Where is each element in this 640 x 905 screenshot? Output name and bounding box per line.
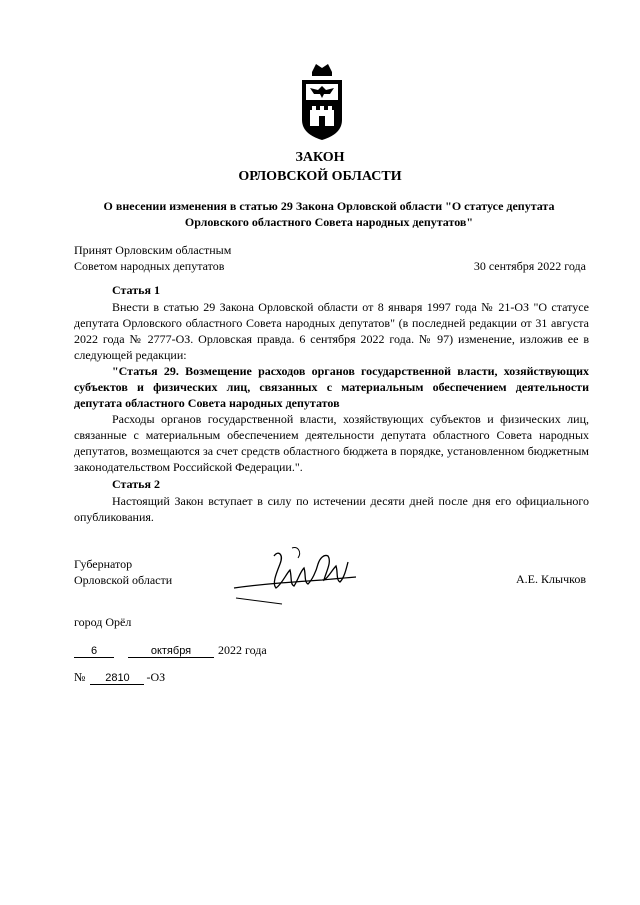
signing-date — [74, 643, 267, 658]
article1-quote-body: Расходы органов государственной власти, хозяйствующих субъектов и физических лиц, связанные с материальным обеспечением деятельности депутата областного Совета народных депутатов, возмещаются за счет средств областного бюджета в порядке, установленном бюджетным законодательством Российской Федерации.". — [74, 412, 589, 474]
article2-body — [74, 493, 589, 525]
governor-name: А.Е. Клычков — [516, 572, 586, 586]
article2-heading: Статья 2 — [112, 477, 160, 491]
number-prefix: № — [74, 670, 86, 684]
adopted-line1: Принят Орловским областным — [74, 243, 232, 257]
coat-of-arms-emblem — [298, 62, 346, 142]
governor-line1: Губернатор — [74, 557, 133, 571]
handwritten-signature — [232, 544, 360, 606]
article2-text: Настоящий Закон вступает в силу по истечении десяти дней после дня его официального опубликования. — [74, 494, 589, 524]
governor-line2: Орловской области — [74, 573, 173, 587]
article1-body — [74, 299, 589, 475]
adopted-date: 30 сентября 2022 года — [473, 259, 586, 273]
article1-heading: Статья 1 — [112, 283, 160, 297]
law-number — [74, 670, 165, 685]
number-value: 2810 — [90, 672, 144, 685]
adopted-line2: Советом народных депутатов — [74, 259, 225, 273]
adopted-by — [74, 242, 231, 274]
number-suffix: -ОЗ — [146, 670, 166, 684]
document-region: ОРЛОВСКОЙ ОБЛАСТИ — [238, 169, 402, 184]
date-day: 6 — [74, 645, 114, 658]
article1-intro: Внести в статью 29 Закона Орловской области от 8 января 1997 года № 21-ОЗ "О статусе депутата Орловского областного Совета народных депутатов" (в последней редакции от 31 августа 2022 года № 2777-ОЗ. Орловская правда. 6 сентября 2022 года. № 97) изменение, изложив ее в следующей редакции: — [74, 300, 589, 362]
document-title: ЗАКОН — [295, 150, 345, 165]
date-year: 2022 года — [218, 643, 267, 657]
date-month: октября — [128, 645, 214, 658]
article1-quote-heading: "Статья 29. Возмещение расходов органов государственной власти, хозяйствующих субъектов и физических лиц, связанных с материальным обеспечением деятельности депутата областного Совета народных депутатов — [74, 364, 589, 410]
governor-position — [74, 556, 172, 588]
document-subtitle: О внесении изменения в статью 29 Закона Орловской области "О статусе депутата Орловского областного Совета народных депутатов" — [103, 199, 555, 229]
signing-city: город Орёл — [74, 615, 132, 629]
